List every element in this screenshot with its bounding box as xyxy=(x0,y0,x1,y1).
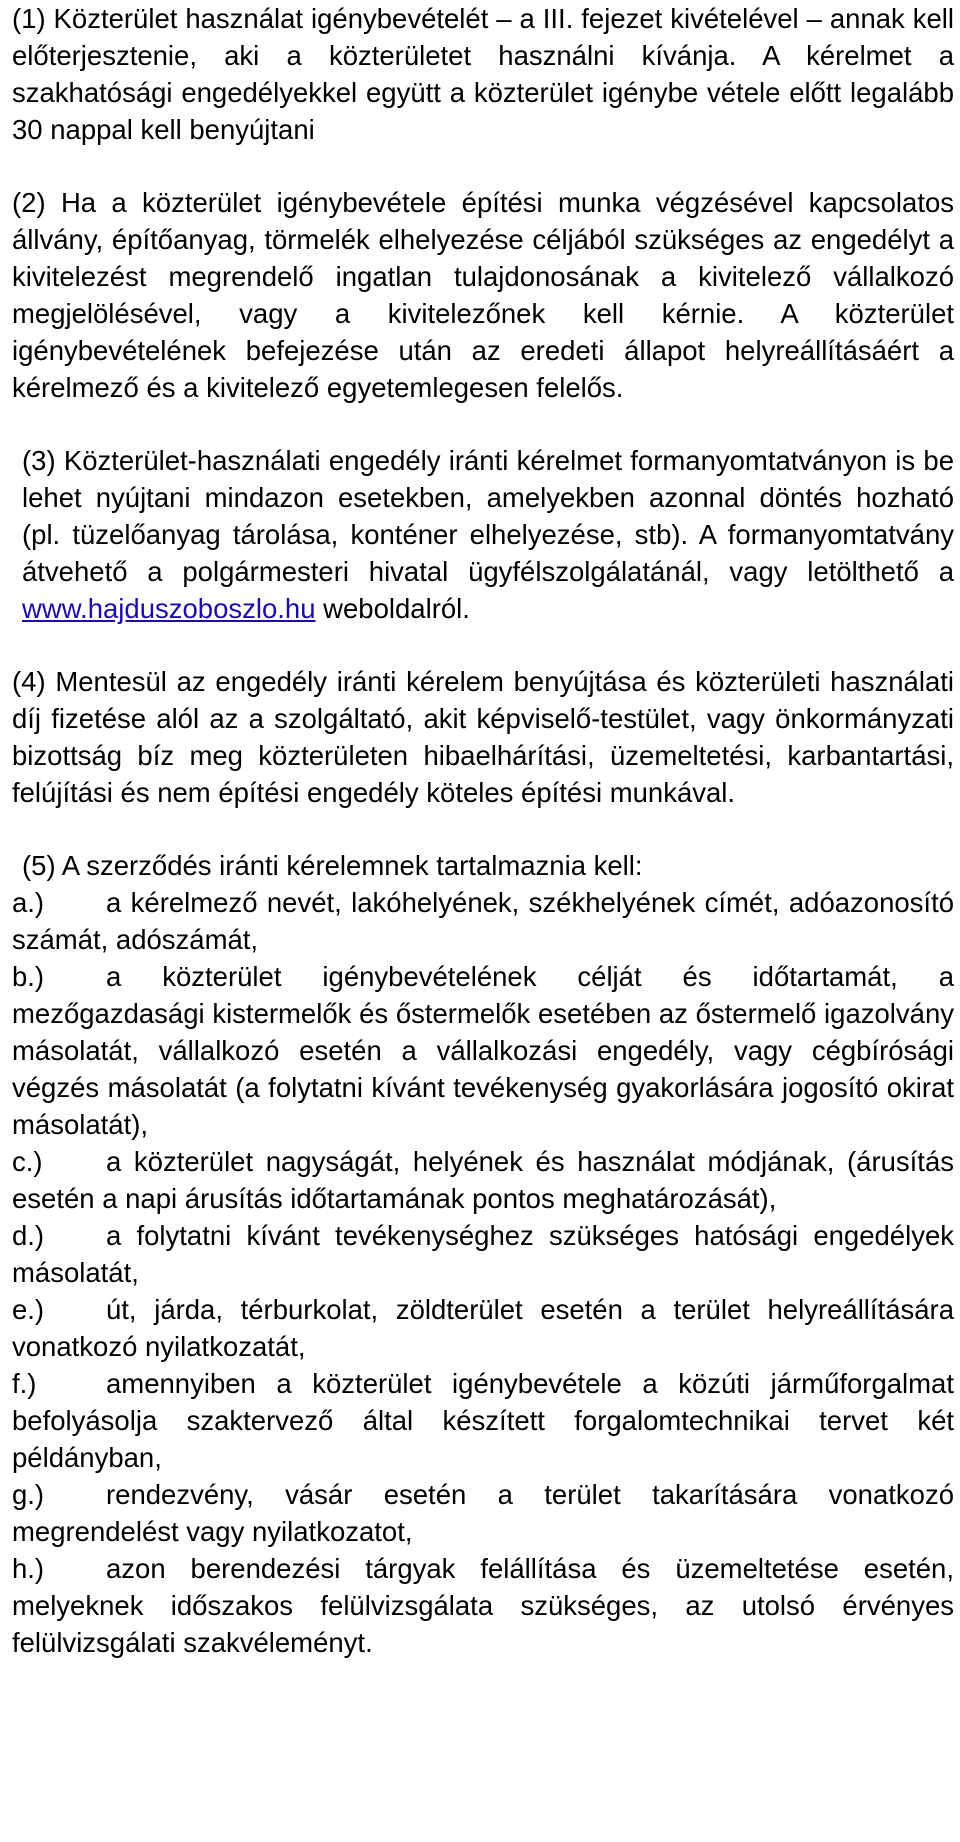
paragraph-4: (4) Mentesül az engedély iránti kérelem benyújtása és közterületi használati díj fizetése alól az a szolgáltató, akit képviselő-testület, vagy önkormányzati bizottság bíz meg közterületen hibaelhárítási, üzemeltetési, karbantartási, felújítási és nem építési engedély köteles építési munkával. xyxy=(12,666,954,808)
list-item xyxy=(12,884,954,958)
list-item xyxy=(12,1550,954,1661)
list-item-text: a közterület nagyságát, helyének és használat módjának, (árusítás esetén a napi árusítás időtartamának pontos meghatározását), xyxy=(12,1146,954,1214)
list-item-text: amennyiben a közterület igénybevétele a közúti járműforgalmat befolyásolja szaktervező által készített forgalomtechnikai tervet két példányban, xyxy=(12,1368,954,1473)
list-item-label: d.) xyxy=(12,1220,45,1251)
paragraph-spacer xyxy=(12,148,954,184)
list-item-label: b.) xyxy=(12,961,45,992)
paragraph-2: (2) Ha a közterület igénybevétele építési munka végzésével kapcsolatos állvány, építőanyag, törmelék elhelyezése céljából szükséges az engedélyt a kivitelezést megrendelő ingatlan tulajdonosának a kivitelező vállalkozó megjelölésével, vagy a kivitelezőnek kell kérnie. A közterület igénybevételének befejezése után az eredeti állapot helyreállításáért a kérelmező és a kivitelező egyetemlegesen felelős. xyxy=(12,187,954,403)
paragraph-spacer xyxy=(12,811,954,847)
list-item-text: a közterület igénybevételének célját és időtartamát, a mezőgazdasági kistermelők és őstermelők esetében az őstermelő igazolvány másolatát, vállalkozó esetén a vállalkozási engedély, vagy cégbírósági végzés másolatát (a folytatni kívánt tevékenység gyakorlására jogosító okirat másolatát), xyxy=(12,961,954,1140)
list-item xyxy=(12,1217,954,1291)
requirements-list xyxy=(12,884,954,1661)
list-item xyxy=(12,1143,954,1217)
paragraph-spacer xyxy=(12,627,954,663)
list-item-text: a kérelmező nevét, lakóhelyének, székhelyének címét, adóazonosító számát, adószámát, xyxy=(12,887,954,955)
list-item xyxy=(12,1476,954,1550)
list-item-text: rendezvény, vásár esetén a terület takarítására vonatkozó megrendelést vagy nyilatkozatot, xyxy=(12,1479,954,1547)
list-item xyxy=(12,1365,954,1476)
list-item-text: a folytatni kívánt tevékenységhez szükséges hatósági engedélyek másolatát, xyxy=(12,1220,954,1288)
paragraph-3 xyxy=(12,442,954,627)
list-item-label: a.) xyxy=(12,887,45,918)
list-item-label: c.) xyxy=(12,1146,43,1177)
paragraph-5-heading: (5) A szerződés iránti kérelemnek tartalmaznia kell: xyxy=(22,850,643,881)
paragraph-3-tail: weboldalról. xyxy=(315,593,470,624)
list-item-label: h.) xyxy=(12,1553,45,1584)
list-item xyxy=(12,1291,954,1365)
list-item-text: út, járda, térburkolat, zöldterület esetén a terület helyreállítására vonatkozó nyilatkozatát, xyxy=(12,1294,954,1362)
list-item-label: e.) xyxy=(12,1294,45,1325)
list-item-text: azon berendezési tárgyak felállítása és üzemeltetése esetén, melyeknek időszakos felülvizsgálata szükséges, az utolsó érvényes felülvizsgálati szakvéleményt. xyxy=(12,1553,954,1658)
paragraph-spacer xyxy=(12,406,954,442)
website-link[interactable]: www.hajduszoboszlo.hu xyxy=(22,593,316,624)
list-item-label: f.) xyxy=(12,1368,37,1399)
list-item xyxy=(12,958,954,1143)
paragraph-3-text: (3) Közterület-használati engedély iránti kérelmet formanyomtatványon is be lehet nyújtani mindazon esetekben, amelyekben azonnal döntés hozható (pl. tüzelőanyag tárolása, konténer elhelyezése, stb). A formanyomtatvány átvehető a polgármesteri hivatal ügyfélszolgálatánál, vagy letölthető a xyxy=(22,445,954,587)
list-item-label: g.) xyxy=(12,1479,45,1510)
paragraph-1: (1) Közterület használat igénybevételét – a III. fejezet kivételével – annak kell előterjesztenie, aki a közterületet használni kívánja. A kérelmet a szakhatósági engedélyekkel együtt a közterület igénybe vétele előtt legalább 30 nappal kell benyújtani xyxy=(12,3,954,145)
document-page xyxy=(12,0,954,1661)
